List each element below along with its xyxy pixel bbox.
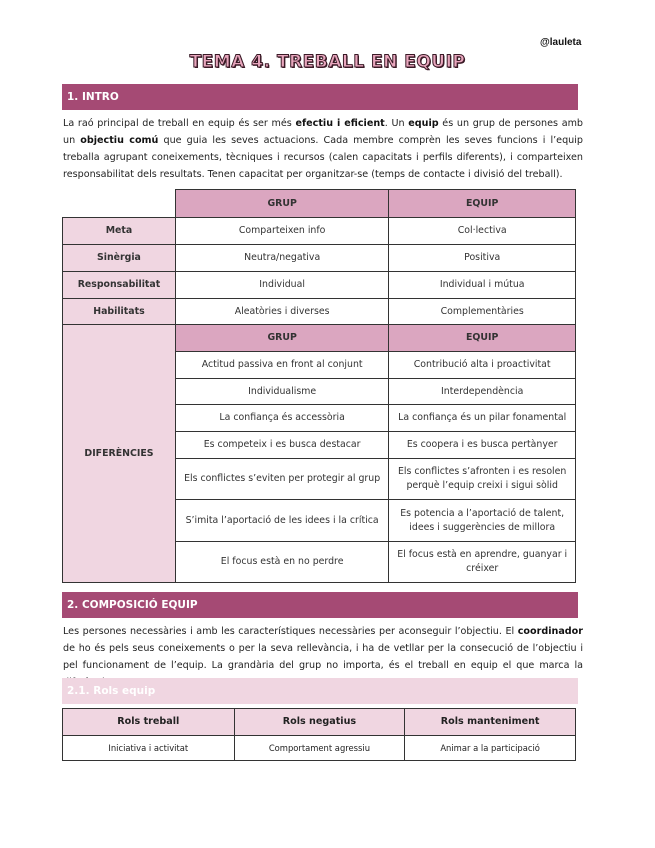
table-cell: Iniciativa i activitat [63,736,235,761]
intro-paragraph: La raó principal de treball en equip és ser més efectiu i eficient. Un equip és un grup de persones amb un objectiu comú que guia les seves actuacions. Cada membre comprèn les seves funcions i l’equip treballa agrupant coneixements, tècniques i recursos (calen capacitats i perfils diferents), i comparteixen responsabilitat dels resultats. Tenen capacitat per organitzar-se (temps de contacte i divisió del treball). [63,118,584,180]
rols-table [62,708,576,761]
page-title: TEMA 4. TREBALL EN EQUIP [189,52,466,72]
table-cell: Comparteixen info [175,218,388,245]
diff-col-header-grup: GRUP [175,325,388,352]
author-handle: @lauleta [540,37,582,48]
table-cell: Contribució alta i proactivitat [389,352,576,379]
table-cell: Actitud passiva en front al conjunt [175,352,388,379]
table-cell: Es potencia a l’aportació de talent, idees i suggerències de millora [389,500,576,542]
col-header-rols-treball: Rols treball [63,709,235,736]
table-cell: Els conflictes s’eviten per protegir al grup [175,459,388,500]
grup-vs-equip-table [62,189,576,583]
table-cell: Individual i mútua [389,272,576,299]
composicio-paragraph: Les persones necessàries i amb les característiques necessàries per aconseguir l’objectiu. El coordinador de ho és pels seus coneixements o per la seva rellevància, i ha de vetllar per la consecució de l’objectiu i pel funcionament de l’equip. La grandària del grup no importa, és el treball en equip el que marca la [63,626,583,671]
table-cell: Individualisme [175,379,388,405]
row-label: Habilitats [63,299,176,325]
row-label: Meta [63,218,176,245]
col-header-rols-negatius: Rols negatius [234,709,405,736]
table-cell: Comportament agressiu [234,736,405,761]
table-cell: Aleatòries i diverses [175,299,388,325]
subsection-heading-rols: 2.1. Rols equip [62,678,578,704]
diff-col-header-equip: EQUIP [389,325,576,352]
table-cell: Es coopera i es busca pertànyer [389,432,576,459]
table-cell: Complementàries [389,299,576,325]
table-cell: La confiança és un pilar fonamental [389,405,576,432]
table-cell: El focus està en aprendre, guanyar i créixer [389,542,576,583]
table-cell: Animar a la participació [405,736,576,761]
table-cell: El focus està en no perdre [175,542,388,583]
table-cell: Interdependència [389,379,576,405]
table-cell: Positiva [389,245,576,272]
diferencies-label: DIFERÈNCIES [63,325,176,583]
row-label: Responsabilitat [63,272,176,299]
table-cell: Es competeix i es busca destacar [175,432,388,459]
table-cell: Individual [175,272,388,299]
table-cell: S’imita l’aportació de les idees i la crítica [175,500,388,542]
col-header-rols-manteniment: Rols manteniment [405,709,576,736]
row-label: Sinèrgia [63,245,176,272]
section-heading-intro: 1. INTRO [62,84,578,110]
col-header-grup: GRUP [175,190,388,218]
table-corner [63,190,176,218]
table-cell: Col·lectiva [389,218,576,245]
table-cell: La confiança és accessòria [175,405,388,432]
table-cell: Els conflictes s’afronten i es resolen perquè l’equip creixi i sigui sòlid [389,459,576,500]
section-heading-composicio: 2. COMPOSICIÓ EQUIP [62,592,578,618]
col-header-equip: EQUIP [389,190,576,218]
table-cell: Neutra/negativa [175,245,388,272]
